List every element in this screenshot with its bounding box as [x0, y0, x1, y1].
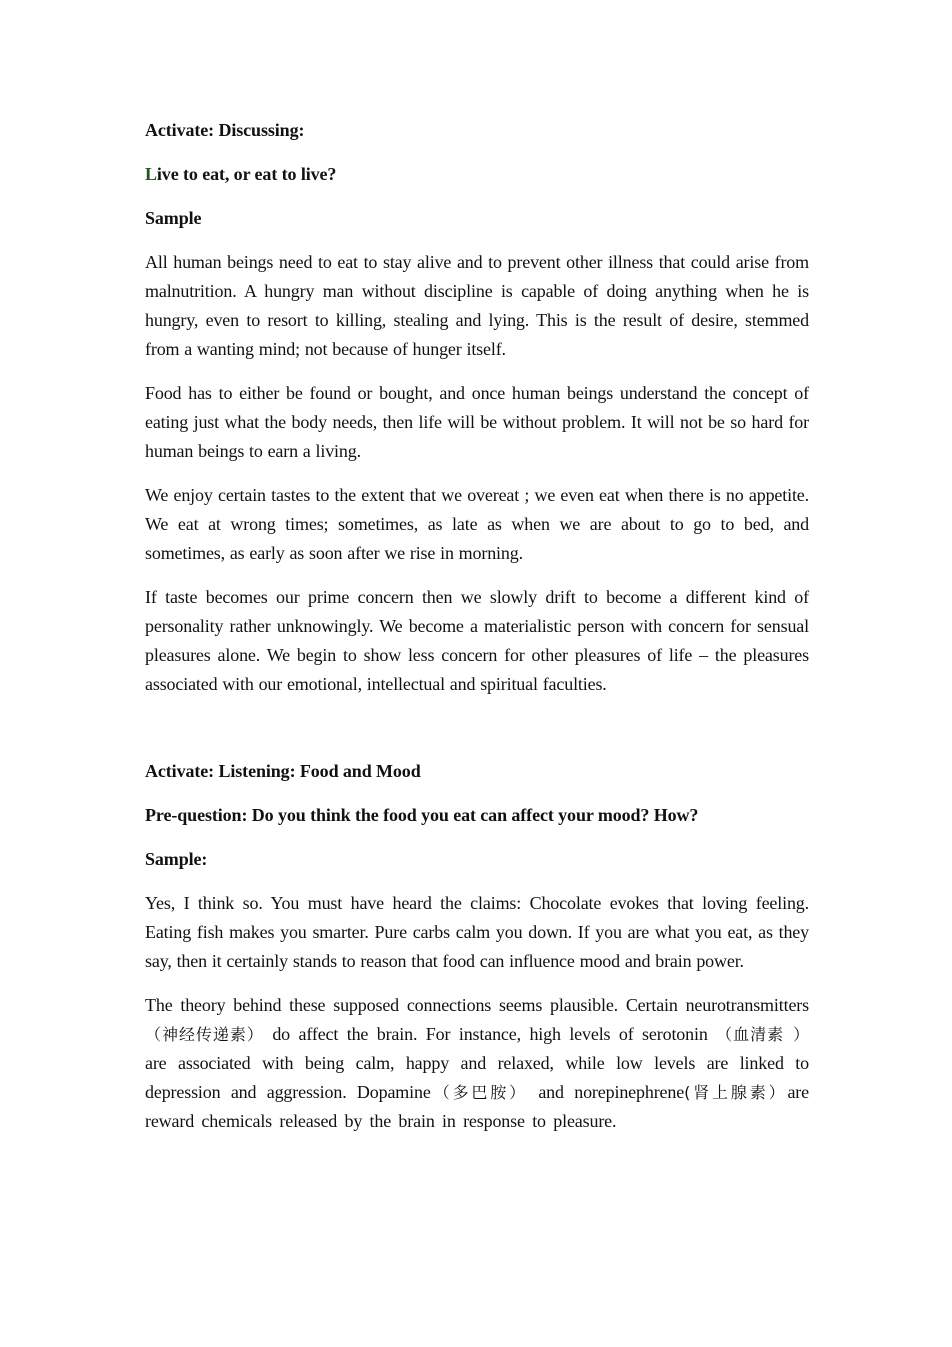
p2-zh-dopamine: （多巴胺）	[430, 1083, 528, 1102]
p2-part1: The theory behind these supposed connections seems plausible. Certain neurotransmitters	[145, 995, 809, 1015]
p2-part3: are associated with being calm, happy and relaxed, while low levels are linked to depression and aggression. Dopamine	[145, 1053, 809, 1102]
document-page	[145, 116, 809, 1151]
p2-part5: are reward chemicals released by the brain in response to pleasure.	[145, 1082, 809, 1131]
section1-paragraph-1: All human beings need to eat to stay alive and to prevent other illness that could arise from malnutrition. A hungry man without discipline is capable of doing anything when he is hungry, even to resort to killing, stealing and lying. This is the result of desire, stemmed from a wanting mind; not because of hunger itself.	[145, 252, 809, 359]
prequestion: Pre-question: Do you think the food you eat can affect your mood? How?	[145, 805, 699, 825]
section2-sample-label: Sample:	[145, 849, 208, 869]
section2-paragraph-2	[145, 991, 809, 1136]
question-rest: ive to eat, or eat to live?	[156, 164, 337, 184]
discussion-question	[145, 160, 809, 189]
section1-paragraph-3: We enjoy certain tastes to the extent that we overeat ; we even eat when there is no appetite. We eat at wrong times; sometimes, as late as when we are about to go to bed, and sometimes, as early as soon after we rise in morning.	[145, 485, 809, 563]
p2-part2: do affect the brain. For instance, high levels of serotonin	[263, 1024, 717, 1044]
question-first-letter: L	[145, 164, 157, 184]
section2-heading: Activate: Listening: Food and Mood	[145, 761, 421, 781]
section-spacer	[145, 714, 809, 757]
p2-zh-norepinephrene: (肾上腺素）	[684, 1083, 788, 1102]
p2-zh-serotonin: （血清素 ）	[716, 1025, 809, 1044]
p2-zh-neurotransmitters: （神经传递素）	[145, 1025, 264, 1044]
section1-paragraph-4: If taste becomes our prime concern then we slowly drift to become a different kind of personality rather unknowingly. We become a materialistic person with concern for sensual pleasures alone. We begin to show less concern for other pleasures of life – the pleasures associated with our emotional, intellectual and spiritual faculties.	[145, 587, 809, 694]
section1-paragraph-2: Food has to either be found or bought, and once human beings understand the concept of eating just what the body needs, then life will be without problem. It will not be so hard for human beings to earn a living.	[145, 383, 809, 461]
section2-paragraph-1: Yes, I think so. You must have heard the claims: Chocolate evokes that loving feeling. Eating fish makes you smarter. Pure carbs calm you down. If you are what you eat, as they say, then it certainly stands to reason that food can influence mood and brain power.	[145, 893, 809, 971]
section1-sample-label: Sample	[145, 208, 202, 228]
p2-part4: and norepinephrene	[527, 1082, 685, 1102]
section1-heading: Activate: Discussing:	[145, 120, 305, 140]
